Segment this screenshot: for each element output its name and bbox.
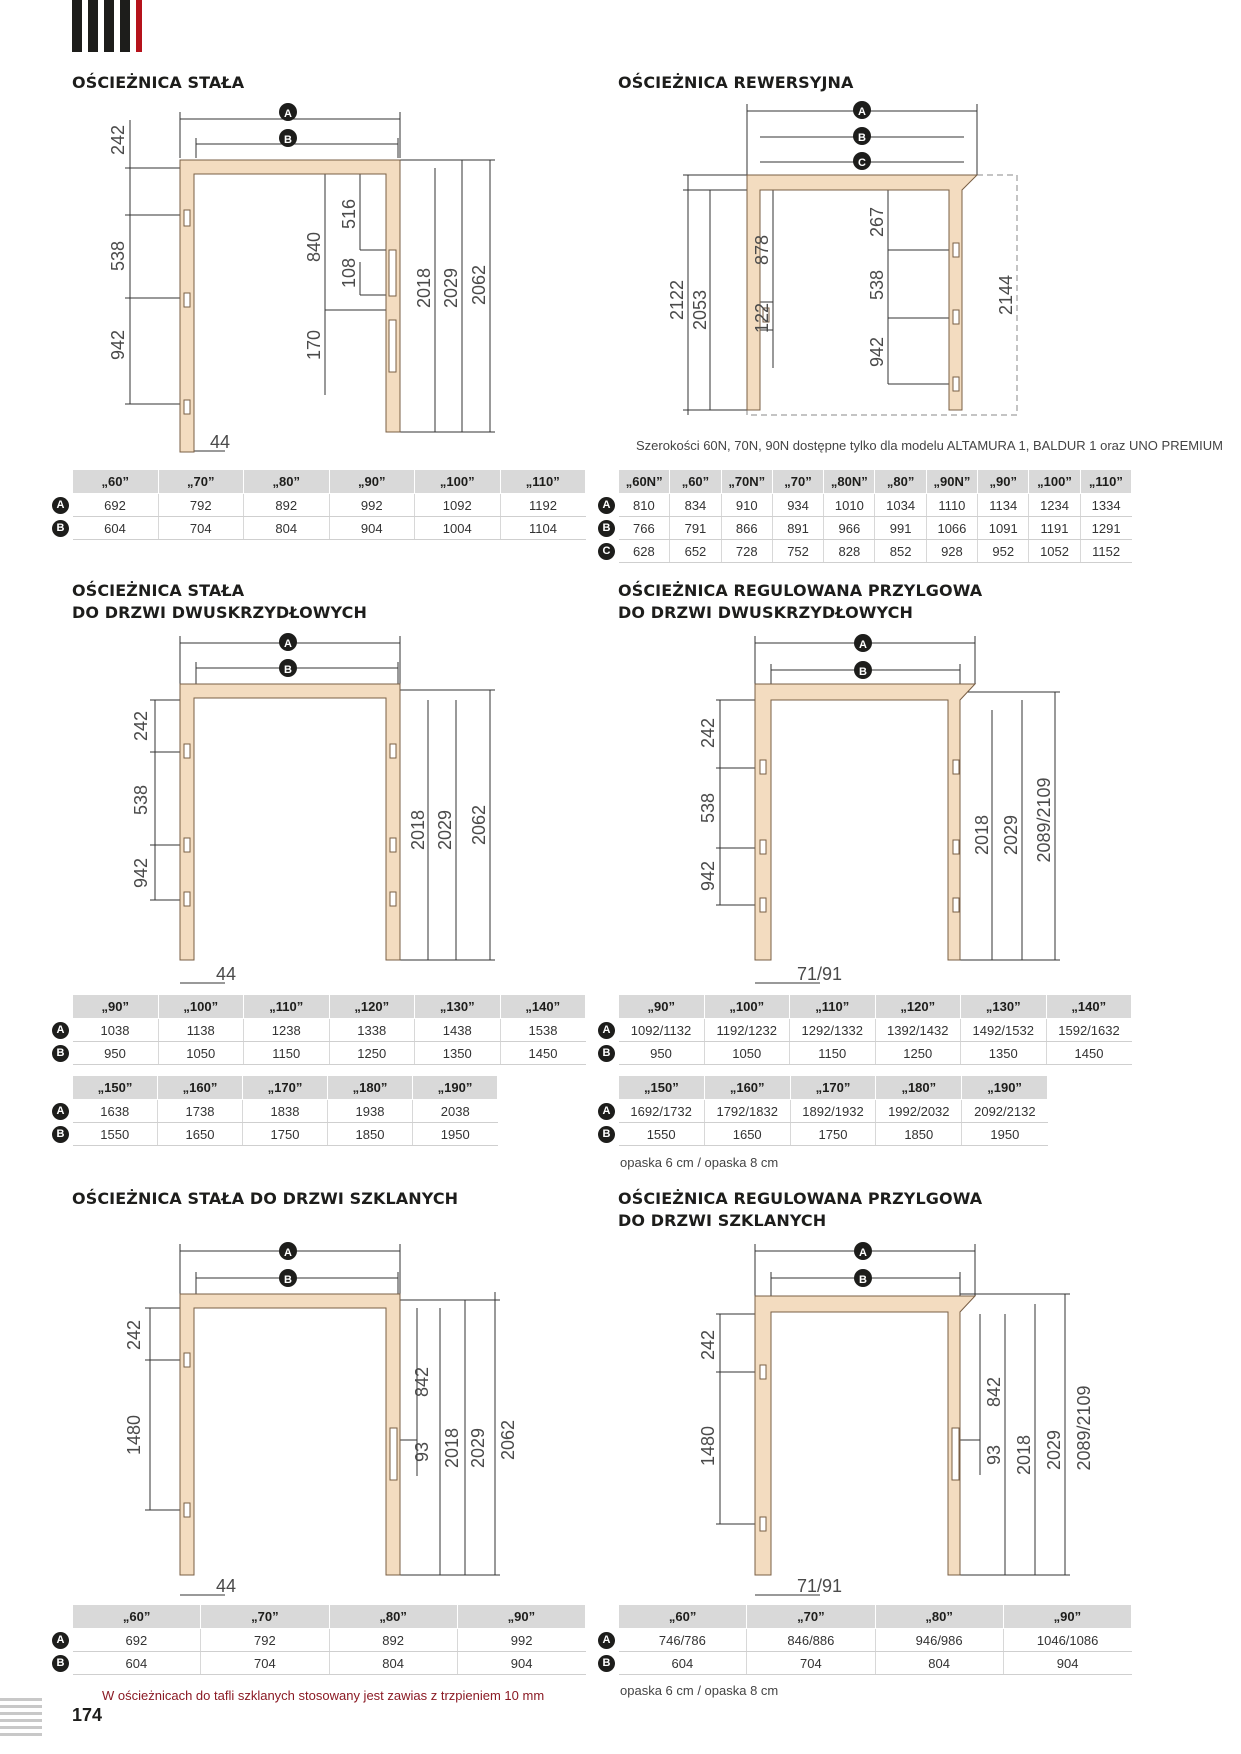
table-cell: 1650 [158,1123,243,1146]
table-header-cell: „160” [158,1076,243,1100]
table-cell: 1850 [328,1123,413,1146]
row-label-badge: B [598,1045,615,1062]
table-cell: 1438 [415,1019,501,1042]
table-corner [595,995,619,1019]
table-cell: 1550 [73,1123,158,1146]
dim-B: B [284,664,292,676]
table-header-cell: „100” [1029,470,1080,494]
table-cell: 804 [244,517,330,540]
dim-A: A [284,1247,292,1259]
table-cell: 1010 [824,494,875,517]
table-header-cell: „170” [790,1076,876,1100]
table-header-cell: „190” [962,1076,1048,1100]
table-header-cell: „100” [158,995,244,1019]
table-row [595,1652,1132,1675]
table-row [49,517,586,540]
dim-2122: 2122 [667,279,687,321]
table-header-cell: „90N” [926,470,977,494]
table-cell: 804 [875,1652,1003,1675]
dim-842: 842 [412,1366,432,1398]
table-cell: 804 [329,1652,457,1675]
table-cell: 1350 [415,1042,501,1065]
section-title-stala-dwuskrzydlowa: OŚCIEŻNICA STAŁA DO DRZWI DWUSKRZYDŁOWYCH [72,581,367,622]
table-cell: 1038 [73,1019,159,1042]
table-cell: 746/786 [619,1629,747,1652]
table-cell: 992 [457,1629,585,1652]
table-cell: 1092/1132 [619,1019,705,1042]
table-cell: 892 [244,494,330,517]
note-opaska-szklana: opaska 6 cm / opaska 8 cm [620,1683,779,1698]
table-cell: 891 [772,517,823,540]
table-cell: 704 [201,1652,329,1675]
table-cell: 1291 [1080,517,1131,540]
table-cell: 1692/1732 [619,1100,705,1123]
table-cell: 628 [619,540,670,563]
table-cell: 1638 [73,1100,158,1123]
dim-840: 840 [304,231,324,263]
row-label-badge: A [52,1632,69,1649]
table-cell: 846/886 [747,1629,875,1652]
table-cell: 652 [670,540,721,563]
table-row [49,1629,586,1652]
dim-538: 538 [867,269,887,301]
row-label-badge: A [52,497,69,514]
table-cell: 828 [824,540,875,563]
table-cell: 2092/2132 [962,1100,1048,1123]
dim-842: 842 [984,1376,1004,1408]
dim-2029: 2029 [435,809,455,851]
table-cell: 792 [201,1629,329,1652]
dim-242: 242 [698,1329,718,1361]
table-cell: 1050 [704,1042,790,1065]
dim-71-91: 71/91 [797,964,843,984]
table-regulowana-dwuskrzydlowa-2 [594,1075,1048,1146]
table-cell: 1046/1086 [1003,1629,1131,1652]
dim-242: 242 [124,1319,144,1351]
table-header-cell: „60N” [619,470,670,494]
table-header-cell: „110” [1080,470,1131,494]
page-number: 174 [72,1705,103,1725]
dim-2018: 2018 [442,1427,462,1469]
dim-942: 942 [108,329,128,361]
section-title-regulowana-dwuskrzydlowa: OŚCIEŻNICA REGULOWANA PRZYLGOWA DO DRZWI DWUSKRZYDŁOWYCH [618,581,983,622]
dim-122: 122 [752,302,772,334]
table-regulowana-szklana [594,1604,1132,1675]
row-label-badge: B [52,1045,69,1062]
section-title-stala-szklana: OŚCIEŻNICA STAŁA DO DRZWI SZKLANYCH [72,1189,459,1208]
table-header-cell: „160” [704,1076,790,1100]
row-label-badge: B [598,1655,615,1672]
table-cell: 1150 [790,1042,876,1065]
dim-B: B [859,666,867,678]
table-header-cell: „140” [500,995,586,1019]
dim-A: A [859,1247,867,1259]
table-header-cell: „140” [1046,995,1132,1019]
table-cell: 1250 [875,1042,961,1065]
table-corner [595,1076,619,1100]
dim-2029: 2029 [468,1427,488,1469]
dim-170: 170 [304,329,324,361]
table-header-cell: „90” [457,1605,585,1629]
table-cell: 1792/1832 [704,1100,790,1123]
table-cell: 1750 [790,1123,876,1146]
dim-1480: 1480 [698,1425,718,1467]
dim-538: 538 [698,792,718,824]
dim-B: B [859,1274,867,1286]
table-cell: 1050 [158,1042,244,1065]
table-header-cell: „70N” [721,470,772,494]
dim-2062: 2062 [469,804,489,846]
table-cell: 1238 [244,1019,330,1042]
table-cell: 766 [619,517,670,540]
table-corner [49,470,73,494]
dim-242: 242 [698,717,718,749]
table-cell: 934 [772,494,823,517]
table-cell: 1191 [1029,517,1080,540]
row-label-badge: A [598,1632,615,1649]
table-cell: 1392/1432 [875,1019,961,1042]
table-cell: 892 [329,1629,457,1652]
table-row [595,494,1132,517]
table-header-cell: „60” [73,1605,201,1629]
dim-A: A [284,638,292,650]
table-cell: 1192 [500,494,586,517]
table-cell: 1650 [704,1123,790,1146]
footer-stripes [0,1698,42,1740]
table-header-cell: „90” [329,470,415,494]
table-cell: 1538 [500,1019,586,1042]
table-cell: 810 [619,494,670,517]
table-cell: 704 [747,1652,875,1675]
row-label-badge: A [598,1022,615,1039]
table-cell: 692 [73,1629,201,1652]
table-cell: 1334 [1080,494,1131,517]
table-cell: 1052 [1029,540,1080,563]
dim-2062: 2062 [469,264,489,306]
table-cell: 866 [721,517,772,540]
table-row [49,1042,586,1065]
table-cell: 1938 [328,1100,413,1123]
table-stala-dwuskrzydlowa-1 [48,994,586,1065]
table-header-cell: „90” [1003,1605,1131,1629]
table-header-cell: „180” [876,1076,962,1100]
table-cell: 852 [875,540,926,563]
dim-A: A [858,106,866,118]
dim-942: 942 [867,336,887,368]
dim-2089-2109: 2089/2109 [1034,777,1054,863]
table-header-cell: „110” [244,995,330,1019]
table-cell: 946/986 [875,1629,1003,1652]
dim-2018: 2018 [1014,1434,1034,1476]
dim-B: B [284,134,292,146]
table-header-cell: „70” [201,1605,329,1629]
row-label-badge: A [598,1103,615,1120]
dim-2018: 2018 [972,814,992,856]
table-header-cell: „190” [413,1076,498,1100]
section-title-rewersyjna: OŚCIEŻNICA REWERSYJNA [618,73,854,92]
dim-2018: 2018 [408,809,428,851]
table-cell: 1550 [619,1123,705,1146]
table-cell: 950 [619,1042,705,1065]
dim-2029: 2029 [1044,1429,1064,1471]
table-cell: 910 [721,494,772,517]
dim-B: B [858,132,866,144]
table-cell: 2038 [413,1100,498,1123]
table-cell: 904 [457,1652,585,1675]
table-cell: 604 [73,517,159,540]
table-header-cell: „60” [670,470,721,494]
note-opaska-dwuskrzydlowa: opaska 6 cm / opaska 8 cm [620,1155,779,1170]
table-header-cell: „70” [158,470,244,494]
table-cell: 1450 [500,1042,586,1065]
section-title-regulowana-szklana: OŚCIEŻNICA REGULOWANA PRZYLGOWA DO DRZWI SZKLANYCH [618,1189,983,1230]
table-cell: 1150 [244,1042,330,1065]
dim-A: A [859,639,867,651]
row-label-badge: A [52,1103,69,1120]
dim-942: 942 [698,860,718,892]
table-header-cell: „80” [875,470,926,494]
dim-267: 267 [867,206,887,238]
table-cell: 1110 [926,494,977,517]
table-row [595,1042,1132,1065]
table-cell: 604 [73,1652,201,1675]
table-corner [595,470,619,494]
dim-538: 538 [108,240,128,272]
row-label-badge: B [52,520,69,537]
table-corner [595,1605,619,1629]
table-header-cell: „110” [500,470,586,494]
table-regulowana-dwuskrzydlowa-1 [594,994,1132,1065]
table-header-cell: „70” [747,1605,875,1629]
dim-2053: 2053 [690,289,710,331]
table-header-cell: „90” [619,995,705,1019]
row-label-badge: A [52,1022,69,1039]
row-label-badge: B [598,1126,615,1143]
table-cell: 1850 [876,1123,962,1146]
table-cell: 1104 [500,517,586,540]
dim-44: 44 [216,1576,237,1596]
table-corner [49,1605,73,1629]
table-cell: 928 [926,540,977,563]
table-header-cell: „170” [243,1076,328,1100]
table-row [595,1629,1132,1652]
table-cell: 1892/1932 [790,1100,876,1123]
table-header-cell: „80” [875,1605,1003,1629]
table-cell: 992 [329,494,415,517]
table-header-cell: „80” [329,1605,457,1629]
table-cell: 834 [670,494,721,517]
dim-108: 108 [339,257,359,289]
table-cell: 1592/1632 [1046,1019,1132,1042]
table-header-cell: „100” [415,470,501,494]
table-cell: 904 [329,517,415,540]
table-cell: 1192/1232 [704,1019,790,1042]
table-header-cell: „60” [73,470,159,494]
dim-44: 44 [216,964,237,984]
table-rewersyjna [594,469,1132,563]
table-cell: 952 [978,540,1029,563]
table-cell: 904 [1003,1652,1131,1675]
dim-93: 93 [984,1444,1004,1466]
dim-516: 516 [339,198,359,230]
dim-2144: 2144 [996,274,1016,316]
table-cell: 1152 [1080,540,1131,563]
table-corner [49,1076,73,1100]
table-cell: 692 [73,494,159,517]
table-cell: 728 [721,540,772,563]
table-cell: 1738 [158,1100,243,1123]
table-stala [48,469,586,540]
dim-2029: 2029 [1001,814,1021,856]
row-label-badge: B [52,1126,69,1143]
table-row [49,1100,498,1123]
table-cell: 1338 [329,1019,415,1042]
dim-2089-2109: 2089/2109 [1074,1385,1094,1471]
dim-44: 44 [210,432,231,452]
table-cell: 752 [772,540,823,563]
table-corner [49,995,73,1019]
table-header-cell: „180” [328,1076,413,1100]
table-row [595,1123,1048,1146]
table-cell: 792 [158,494,244,517]
table-cell: 704 [158,517,244,540]
note-zawias: W ościeżnicach do tafli szklanych stosowany jest zawias z trzpieniem 10 mm [102,1688,545,1703]
dim-878: 878 [752,234,772,266]
table-row [49,1652,586,1675]
table-cell: 1950 [413,1123,498,1146]
table-cell: 1350 [961,1042,1047,1065]
table-header-cell: „150” [619,1076,705,1100]
row-label-badge: B [52,1655,69,1672]
table-row [595,540,1132,563]
table-stala-dwuskrzydlowa-2 [48,1075,498,1146]
table-cell: 1292/1332 [790,1019,876,1042]
dim-538: 538 [131,784,151,816]
dim-942: 942 [131,857,151,889]
table-row [595,517,1132,540]
dim-93: 93 [412,1441,432,1463]
section-title-stala: OŚCIEŻNICA STAŁA [72,73,245,92]
table-cell: 1091 [978,517,1029,540]
table-row [595,1019,1132,1042]
table-cell: 950 [73,1042,159,1065]
table-header-cell: „120” [875,995,961,1019]
table-cell: 1134 [978,494,1029,517]
dim-2062: 2062 [498,1419,518,1461]
table-cell: 1004 [415,517,501,540]
table-cell: 1750 [243,1123,328,1146]
dim-B: B [284,1274,292,1286]
table-cell: 1234 [1029,494,1080,517]
dim-71-91: 71/91 [797,1576,843,1596]
dim-C: C [858,157,866,169]
note-rewersyjna: Szerokości 60N, 70N, 90N dostępne tylko dla modelu ALTAMURA 1, BALDUR 1 oraz UNO PREMIUM [636,438,1223,453]
table-cell: 1838 [243,1100,328,1123]
table-cell: 791 [670,517,721,540]
table-cell: 1450 [1046,1042,1132,1065]
table-row [595,1100,1048,1123]
table-header-cell: „80N” [824,470,875,494]
dim-2018: 2018 [414,267,434,309]
table-row [49,1019,586,1042]
row-label-badge: B [598,520,615,537]
table-header-cell: „90” [73,995,159,1019]
table-cell: 604 [619,1652,747,1675]
dim-2029: 2029 [441,267,461,309]
row-label-badge: C [598,543,615,560]
table-cell: 1992/2032 [876,1100,962,1123]
table-row [49,1123,498,1146]
table-header-cell: „70” [772,470,823,494]
table-cell: 1250 [329,1042,415,1065]
table-cell: 991 [875,517,926,540]
row-label-badge: A [598,497,615,514]
table-cell: 1092 [415,494,501,517]
table-cell: 966 [824,517,875,540]
table-header-cell: „60” [619,1605,747,1629]
table-header-cell: „150” [73,1076,158,1100]
dim-242: 242 [131,710,151,742]
dim-242: 242 [108,124,128,156]
table-cell: 1034 [875,494,926,517]
table-cell: 1066 [926,517,977,540]
table-header-cell: „130” [415,995,501,1019]
table-cell: 1492/1532 [961,1019,1047,1042]
table-header-cell: „130” [961,995,1047,1019]
table-header-cell: „100” [704,995,790,1019]
dim-1480: 1480 [124,1414,144,1456]
dim-A: A [284,108,292,120]
table-header-cell: „110” [790,995,876,1019]
table-cell: 1138 [158,1019,244,1042]
table-header-cell: „90” [978,470,1029,494]
table-row [49,494,586,517]
table-stala-szklana [48,1604,586,1675]
table-header-cell: „120” [329,995,415,1019]
table-header-cell: „80” [244,470,330,494]
table-cell: 1950 [962,1123,1048,1146]
